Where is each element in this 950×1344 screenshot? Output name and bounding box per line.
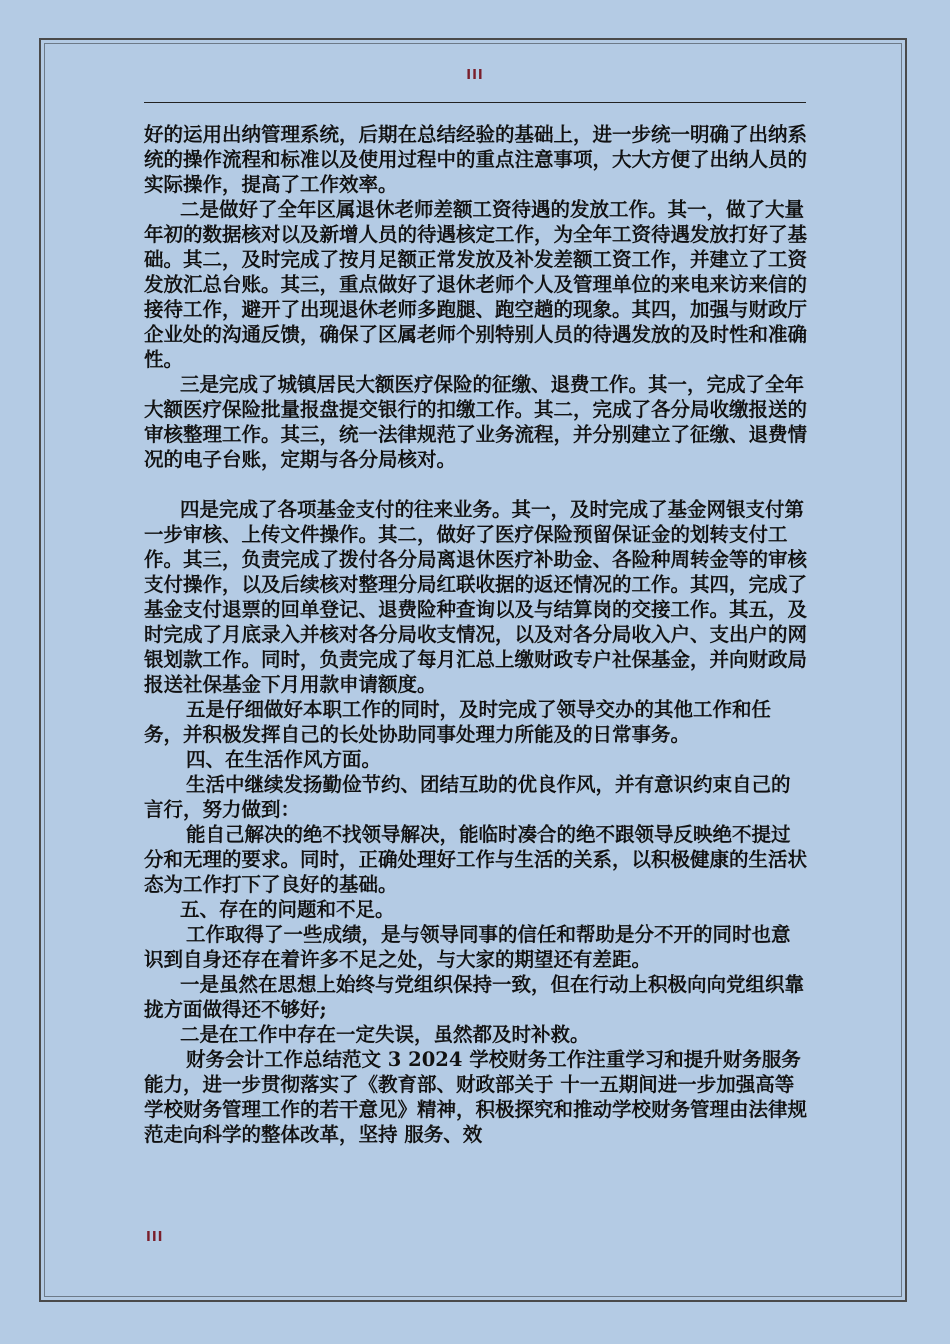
paragraph: 好的运用出纳管理系统，后期在总结经验的基础上，进一步统一明确了出纳系统的操作流程和标准以及使用过程中的重点注意事项，大大方便了出纳人员的实际操作，提高了工作效率。 — [144, 123, 808, 196]
paragraph: 生活中继续发扬勤俭节约、团结互助的优良作风，并有意识约束自己的言行，努力做到： — [144, 773, 791, 821]
footer-mark: III — [146, 1230, 164, 1245]
header-mark: III — [466, 68, 484, 83]
header-rule — [144, 102, 806, 103]
paragraph: 二是在工作中存在一定失误，虽然都及时补救。 — [180, 1023, 590, 1046]
paragraph: 财务会计工作总结范文 3 2024 学校财务工作注重学习和提升财务服务能力，进一步贯彻落实了《教育部、财政部关于 十一五期间进一步加强高等学校财务管理工作的若干意见》精神，积极探究和推动学校财务管理由法律规范走向科学的整体改革，坚持 服务、效 — [144, 1048, 808, 1146]
paragraph: 五是仔细做好本职工作的同时，及时完成了领导交办的其他工作和任务，并积极发挥自己的长处协助同事处理力所能及的日常事务。 — [144, 698, 772, 746]
paragraph: 一是虽然在思想上始终与党组织保持一致，但在行动上积极向向党组织靠拢方面做得还不够好; — [144, 973, 805, 1021]
paragraph: 四是完成了各项基金支付的往来业务。其一，及时完成了基金网银支付第一步审核、上传文件操作。其二，做好了医疗保险预留保证金的划转支付工作。其三，负责完成了拨付各分局离退休医疗补助金、各险种周转金等的审核支付操作，以及后续核对整理分局红联收据的返还情况的工作。其四，完成了基金支付退票的回单登记、退费险种查询以及与结算岗的交接工作。其五，及时完成了月底录入并核对各分局收支情况，以及对各分局收入户、支出户的网银划款工作。同时，负责完成了每月汇总上缴财政专户社保基金，并向财政局报送社保基金下月用款申请额度。 — [144, 498, 808, 696]
paragraph: 二是做好了全年区属退休老师差额工资待遇的发放工作。其一，做了大量年初的数据核对以及新增人员的待遇核定工作，为全年工资待遇发放打好了基础。其二，及时完成了按月足额正常发放及补发差额工资工作，并建立了工资发放汇总台账。其三，重点做好了退休老师个人及管理单位的来电来访来信的接待工作，避开了出现退休老师多跑腿、跑空趟的现象。其四，加强与财政厅企业处的沟通反馈，确保了区属老师个别特别人员的待遇发放的及时性和准确性。 — [144, 198, 808, 371]
paragraph: 三是完成了城镇居民大额医疗保险的征缴、退费工作。其一，完成了全年大额医疗保险批量报盘提交银行的扣缴工作。其二，完成了各分局收缴报送的审核整理工作。其三，统一法律规范了业务流程，并分别建立了征缴、退费情况的电子台账，定期与各分局核对。 — [144, 373, 808, 471]
document-body — [144, 122, 808, 1147]
paragraph: 能自己解决的绝不找领导解决，能临时凑合的绝不跟领导反映绝不提过分和无理的要求。同时，正确处理好工作与生活的关系，以积极健康的生活状态为工作打下了良好的基础。 — [144, 823, 808, 896]
paragraph: 工作取得了一些成绩，是与领导同事的信任和帮助是分不开的同时也意识到自身还存在着许多不足之处，与大家的期望还有差距。 — [144, 923, 791, 971]
section-heading: 四、在生活作风方面。 — [186, 748, 382, 771]
section-heading: 五、存在的问题和不足。 — [180, 898, 395, 921]
